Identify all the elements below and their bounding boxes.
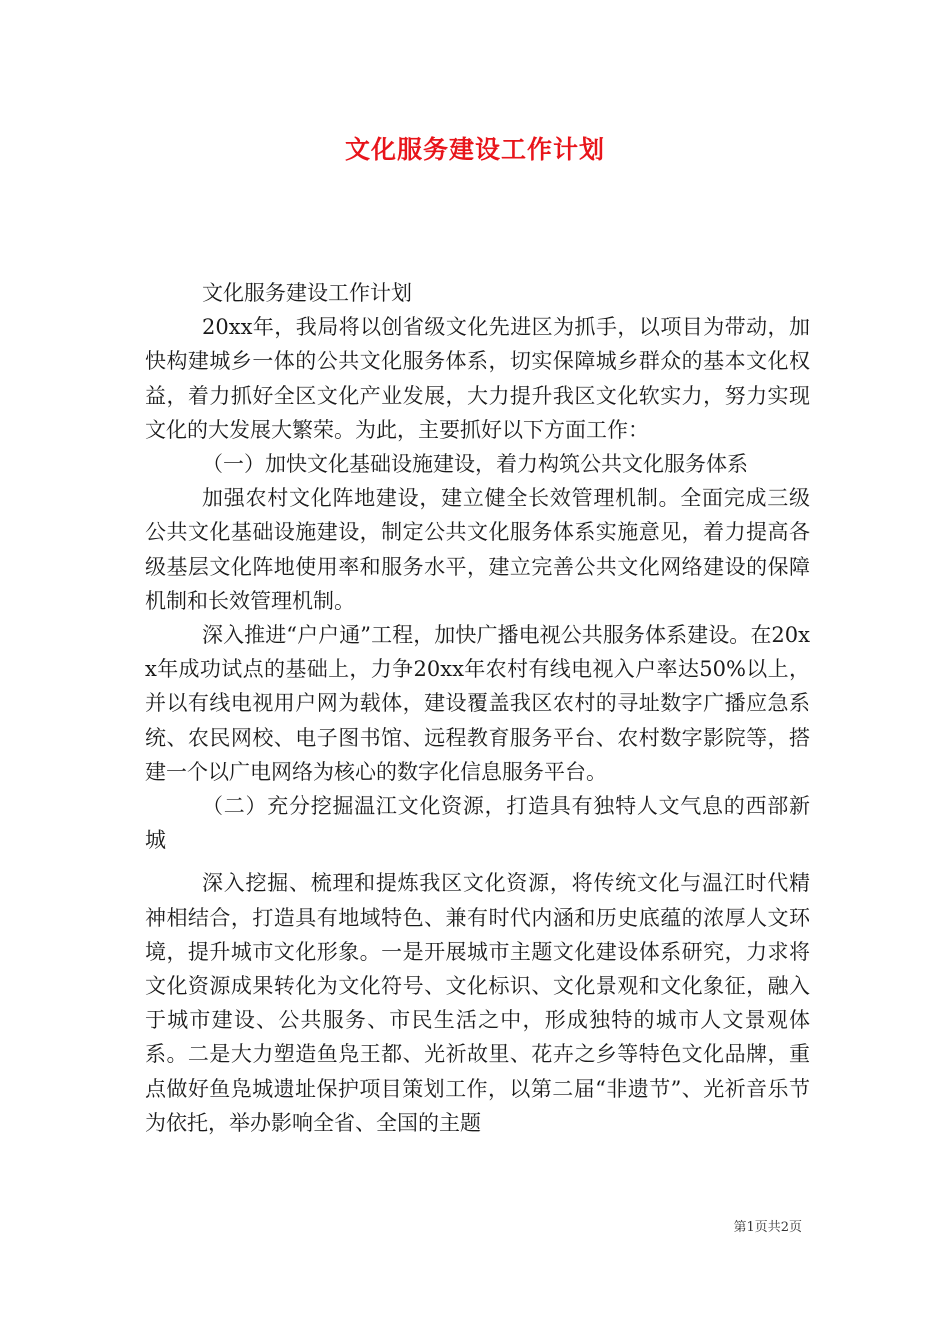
page-title: 文化服务建设工作计划 bbox=[344, 135, 605, 164]
page-number-footer: 第1页共2页 bbox=[733, 1220, 802, 1235]
paragraph-intro: 20xx年，我局将以创省级文化先进区为抓手，以项目为带动，加快构建城乡一体的公共文化服务体系，切实保障城乡群众的基本文化权益，着力抓好全区文化产业发展，大力提升我区文化软实力，努力实现文化的大发展大繁荣。为此，主要抓好以下方面工作： bbox=[145, 315, 810, 442]
paragraph-cultural-resources: 深入挖掘、梳理和提炼我区文化资源，将传统文化与温江时代精神相结合，打造具有地域特色、兼有时代内涵和历史底蕴的浓厚人文环境，提升城市文化形象。一是开展城市主题文化建设体系研究，力求将文化资源成果转化为文化符号、文化标识、文化景观和文化象征，融入于城市建设、公共服务、市民生活之中，形成独特的城市人文景观体系。二是大力塑造鱼凫王都、光祈故里、花卉之乡等特色文化品牌，重点做好鱼凫城遗址保护项目策划工作，以第二届“非遗节”、光祈音乐节为依托，举办影响全省、全国的主题 bbox=[145, 871, 810, 1135]
section-heading-2: （二）充分挖掘温江文化资源，打造具有独特人文气息的西部新城 bbox=[145, 794, 810, 853]
paragraph-broadcast: 深入推进“户户通”工程，加快广播电视公共服务体系建设。在20xx年成功试点的基础上，力争20xx年农村有线电视入户率达50%以上，并以有线电视用户网为载体，建设覆盖我区农村的寻址数字广播应急系统、农民网校、电子图书馆、远程教育服务平台、农村数字影院等，搭建一个以广电网络为核心的数字化信息服务平台。 bbox=[145, 623, 810, 784]
document-body bbox=[145, 276, 810, 1140]
paragraph-rural-culture: 加强农村文化阵地建设，建立健全长效管理机制。全面完成三级公共文化基础设施建设，制定公共文化服务体系实施意见，着力提高各级基层文化阵地使用率和服务水平，建立完善公共文化网络建设的保障机制和长效管理机制。 bbox=[145, 486, 810, 613]
paragraph-subtitle: 文化服务建设工作计划 bbox=[202, 281, 412, 305]
section-heading-1: （一）加快文化基础设施建设，着力构筑公共文化服务体系 bbox=[202, 452, 748, 477]
